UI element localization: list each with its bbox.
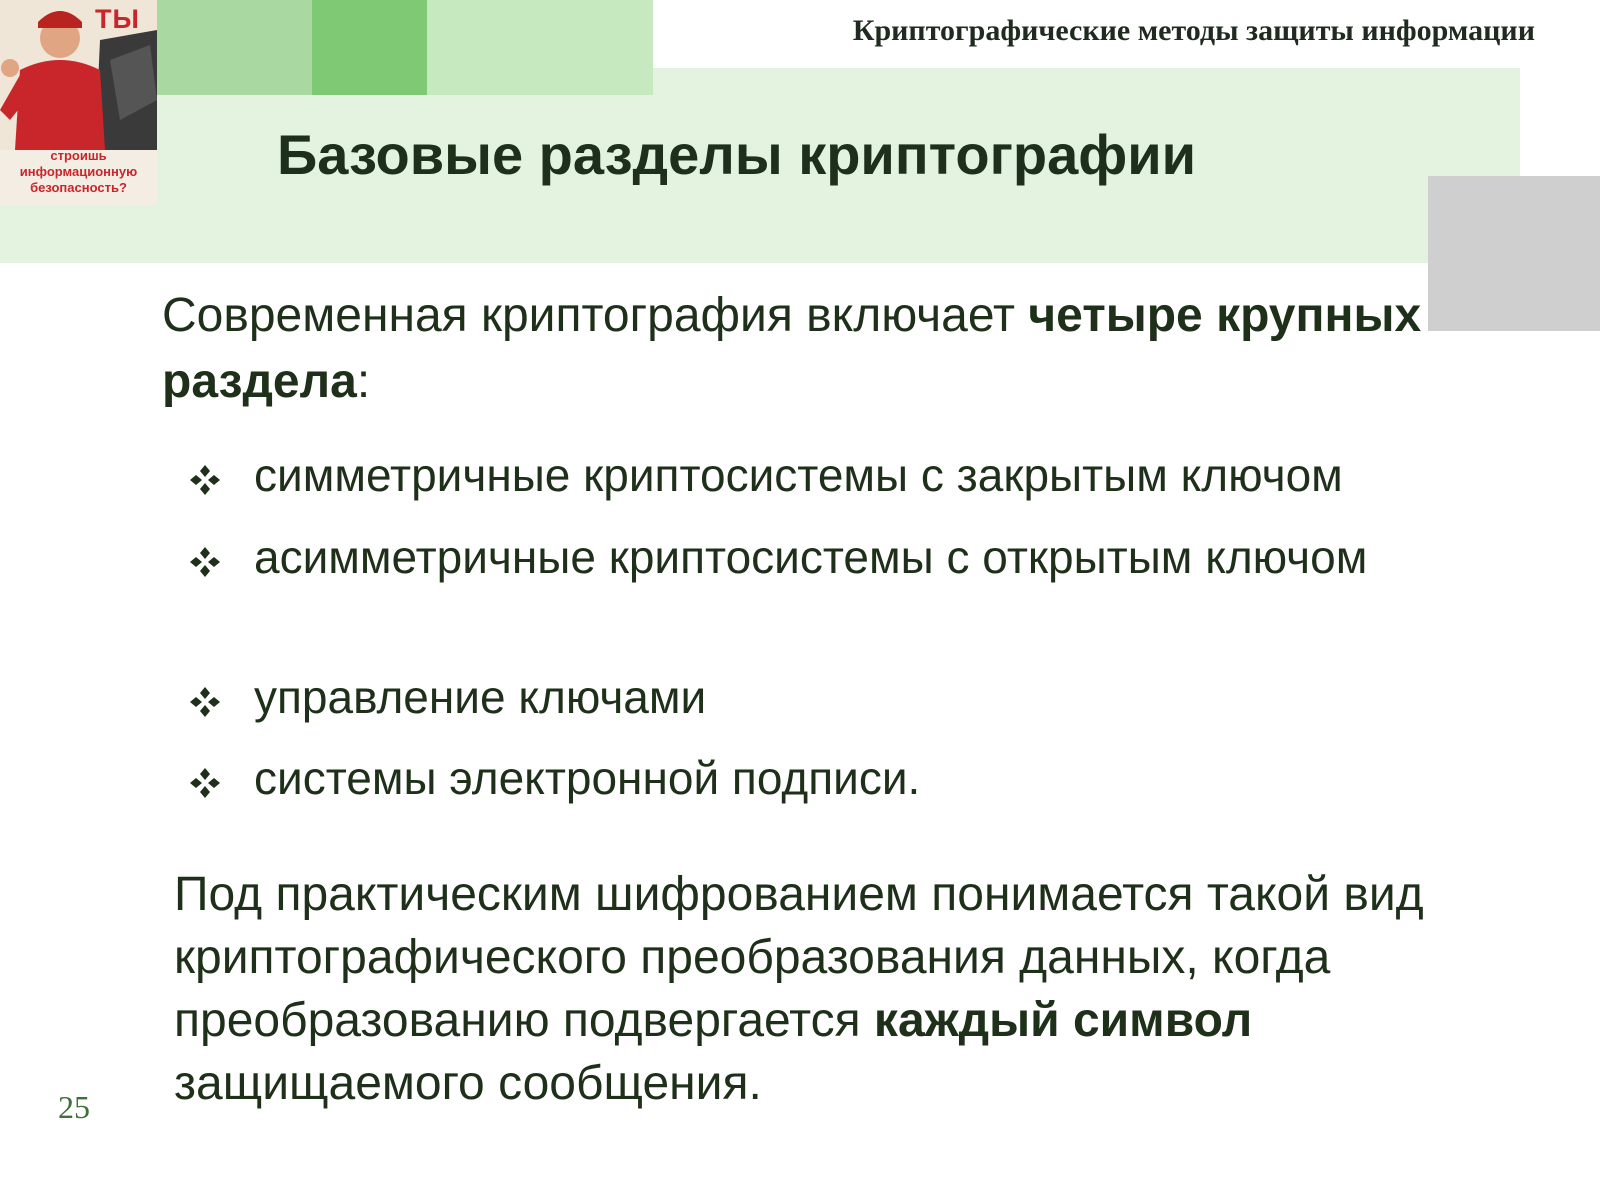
outro-paragraph [174,863,1534,1115]
list-item [188,445,1343,505]
list-item [188,667,706,727]
page-number: 25 [58,1089,90,1125]
slide-header-title: Криптографические методы защиты информации [852,14,1535,47]
intro-emphasis: четыре крупных раздела [162,289,1422,408]
decor-block [312,0,427,95]
outro-tail: защищаемого сообщения. [174,1057,762,1110]
poster-image [0,0,157,205]
decor-block [150,0,315,95]
poster-caption [0,148,157,196]
poster-title: ТЫ [95,4,140,34]
list-item-label: управление ключами [254,671,707,723]
outro-text: Под практическим шифрованием понимается такой вид криптографического преобразования данных, когда преобразованию подвергается [174,868,1424,1047]
list-item-label: системы электронной подписи. [254,752,921,804]
poster-caption-line: информационную [19,164,138,179]
diamond-cluster-icon [188,685,222,719]
decor-block [427,0,653,95]
poster-caption-line: строишь [50,148,107,163]
poster-caption-line: безопасность? [30,180,127,195]
diamond-cluster-icon [188,463,222,497]
list-item [188,748,920,808]
intro-tail: : [356,355,371,408]
list-item-label: асимметричные криптосистемы с открытым ключом [254,531,1368,583]
intro-paragraph [162,283,1422,415]
decor-grey-block [1428,176,1600,331]
intro-text: Современная криптография включает [162,289,1029,342]
outro-emphasis: каждый символ [873,994,1253,1047]
slide-title: Базовые разделы криптографии [277,123,1197,186]
list-item-label: симметричные криптосистемы с закрытым ключом [254,449,1343,501]
diamond-cluster-icon [188,766,222,800]
diamond-cluster-icon [188,545,222,579]
list-item [188,527,1454,587]
